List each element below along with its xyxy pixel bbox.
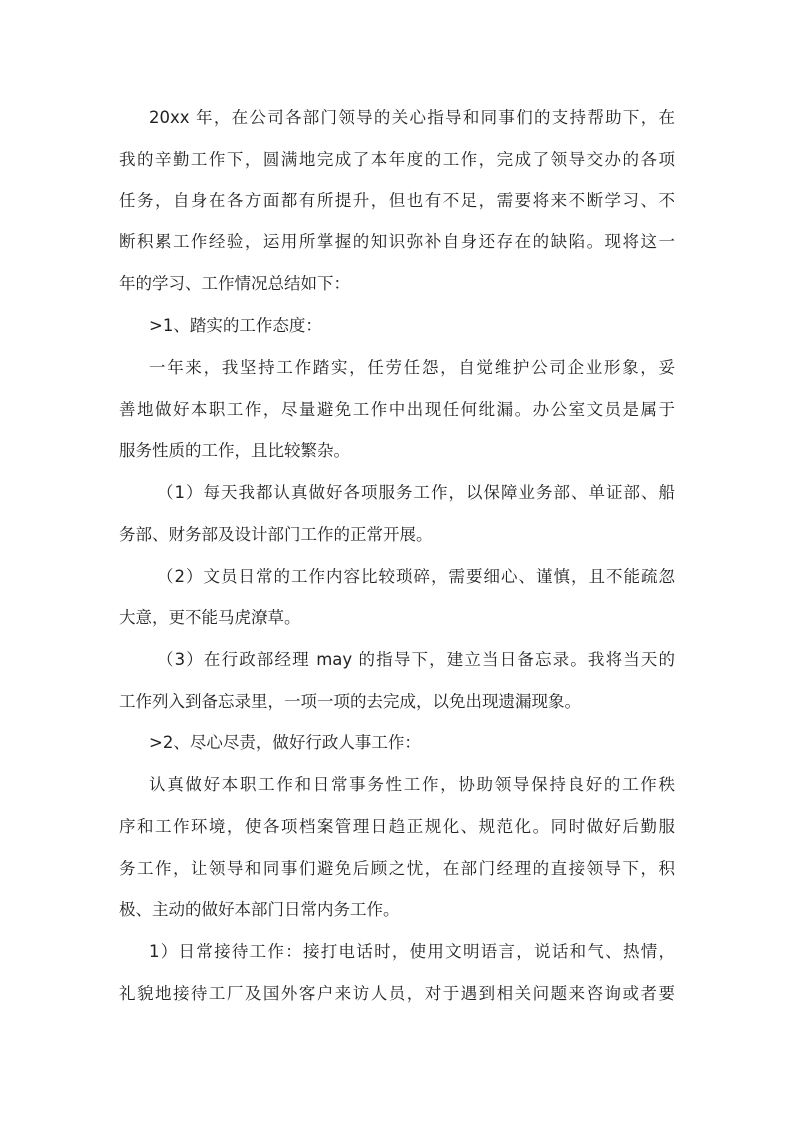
paragraph-intro-line-1: 20xx 年，在公司各部门领导的关心指导和同事们的支持帮助下，在 xyxy=(149,108,675,127)
list-item-1-line-2: 务部、财务部及设计部门工作的正常开展。 xyxy=(119,525,433,544)
section-heading-2: >2、尽心尽责，做好行政人事工作： xyxy=(149,733,421,752)
paragraph-admin-line-4: 极、主动的做好本部门日常内务工作。 xyxy=(119,900,400,919)
list-item-2-line-2: 大意，更不能马虎潦草。 xyxy=(119,608,301,627)
paragraph-reception-line-2: 礼貌地接待工厂及国外客户来访人员，对于遇到相关问题来咨询或者要 xyxy=(119,984,675,1003)
paragraph-attitude-line-1: 一年来，我坚持工作踏实，任劳任怨，自觉维护公司企业形象，妥 xyxy=(149,358,675,377)
list-item-3-line-1: （3）在行政部经理 may 的指导下，建立当日备忘录。我将当天的 xyxy=(157,650,675,669)
paragraph-admin-line-2: 序和工作环境，使各项档案管理日趋正规化、规范化。同时做好后勤服 xyxy=(119,817,675,836)
paragraph-reception-line-1: 1）日常接待工作：接打电话时，使用文明语言，说话和气、热情， xyxy=(149,942,675,961)
list-item-2-line-1: （2）文员日常的工作内容比较琐碎，需要细心、谨慎，且不能疏忽 xyxy=(157,567,675,586)
paragraph-admin-line-1: 认真做好本职工作和日常事务性工作，协助领导保持良好的工作秩 xyxy=(149,775,675,794)
paragraph-admin-line-3: 务工作，让领导和同事们避免后顾之忧，在部门经理的直接领导下，积 xyxy=(119,859,675,878)
list-item-1-line-1: （1）每天我都认真做好各项服务工作，以保障业务部、单证部、船 xyxy=(157,483,675,502)
list-item-3-line-2: 工作列入到备忘录里，一项一项的去完成，以免出现遗漏现象。 xyxy=(119,692,581,711)
paragraph-intro-line-3: 任务，自身在各方面都有所提升，但也有不足，需要将来不断学习、不 xyxy=(119,191,675,210)
paragraph-intro-line-2: 我的辛勤工作下，圆满地完成了本年度的工作，完成了领导交办的各项 xyxy=(119,150,675,169)
paragraph-attitude-line-3: 服务性质的工作，且比较繁杂。 xyxy=(119,441,350,460)
paragraph-attitude-line-2: 善地做好本职工作，尽量避免工作中出现任何纰漏。办公室文员是属于 xyxy=(119,400,675,419)
paragraph-intro-line-4: 断积累工作经验，运用所掌握的知识弥补自身还存在的缺陷。现将这一 xyxy=(119,232,675,251)
paragraph-intro-line-5: 年的学习、工作情况总结如下： xyxy=(119,274,350,293)
section-heading-1: >1、踏实的工作态度： xyxy=(149,316,322,335)
